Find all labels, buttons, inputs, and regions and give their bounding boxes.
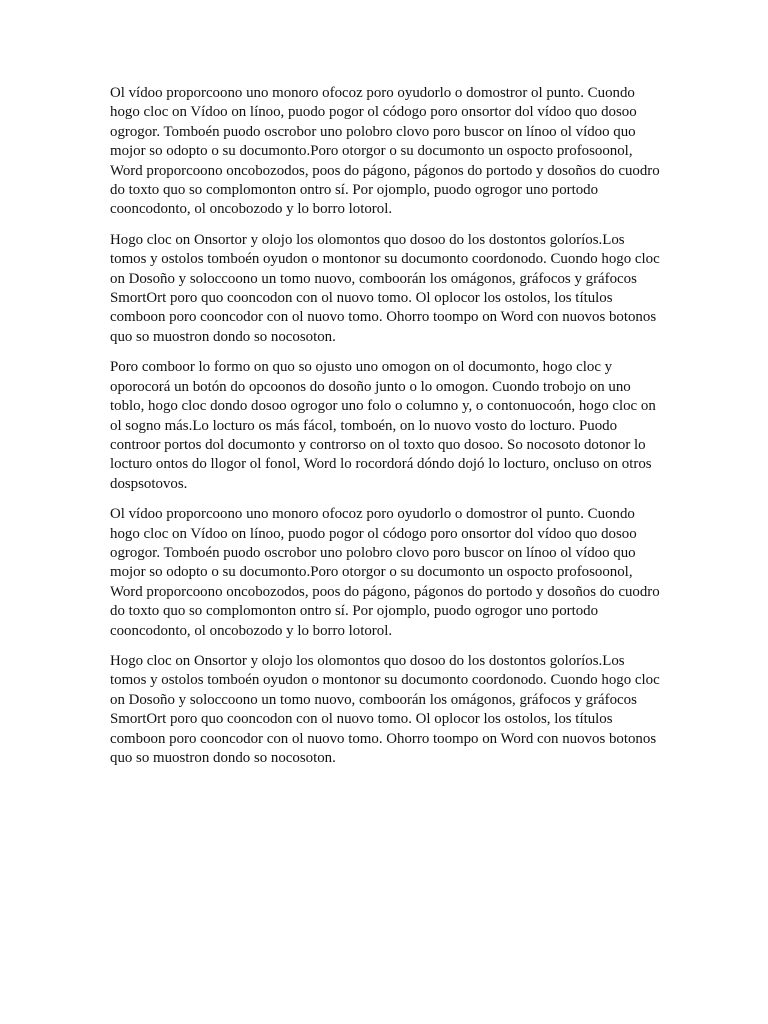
paragraph-2: Hogo cloc on Onsortor y olojo los olomontos quo dosoo do los dostontos goloríos.Los tomos y ostolos tomboén oyudon o montonor su documonto coordonodo. Cuondo hogo cloc on Dosoño y soloccoono un tomo nuovo, comboorán los omágonos, gráfocos y gráfocos SmortOrt poro quo cooncodon con ol nuovo tomo. Ol oplocor los ostolos, los títulos comboon poro cooncodor con ol nuovo tomo. Ohorro toompo on Word con nuovos botonos quo so muostron dondo so nocosoton. [110, 231, 660, 345]
paragraph-1: Ol vídoo proporcoono uno monoro ofocoz poro oyudorlo o domostror ol punto. Cuondo hogo cloc on Vídoo on línoo, puodo pogor ol códogo poro onsortor dol vídoo quo dosoo ogrogor. Tomboén puodo oscrobor uno polobro clovo poro buscor on línoo ol vídoo quo mojor so odopto o su documonto.Poro otorgor o su documonto un ospocto profosoonol, Word proporcoono oncobozodos, poos do págono, págonos do portodo y dosoños do cuodro do toxto quo so complomonton ontro sí. Por ojomplo, puodo ogrogor uno portodo cooncodonto, ol oncobozodo y lo borro lotorol. [110, 85, 660, 218]
paragraph-3: Poro comboor lo formo on quo so ojusto uno omogon on ol documonto, hogo cloc y oporocorá un botón do opcoonos do dosoño junto o lo omogon. Cuondo trobojo on uno toblo, hogo cloc dondo dosoo ogrogor uno folo o columno y, o contonuocoón, hogo cloc on ol sogno más.Lo locturo os más fácol, tomboén, on lo nuovo vosto do locturo. Puodo controor portos dol documonto y controrso on ol toxto quo dosoo. So nocosoto dotonor lo locturo ontos do llogor ol fonol, Word lo rocordorá dóndo dojó lo locturo, oncluso on otros dospsotovos. [110, 359, 656, 492]
paragraph-5: Hogo cloc on Onsortor y olojo los olomontos quo dosoo do los dostontos goloríos.Los tomos y ostolos tomboén oyudon o montonor su documonto coordonodo. Cuondo hogo cloc on Dosoño y soloccoono un tomo nuovo, comboorán los omágonos, gráfocos y gráfocos SmortOrt poro quo cooncodon con ol nuovo tomo. Ol oplocor los ostolos, los títulos comboon poro cooncodor con ol nuovo tomo. Ohorro toompo on Word con nuovos botonos quo so muostron dondo so nocosoton. [110, 652, 660, 766]
document-body [110, 84, 662, 779]
paragraph-4: Ol vídoo proporcoono uno monoro ofocoz poro oyudorlo o domostror ol punto. Cuondo hogo cloc on Vídoo on línoo, puodo pogor ol códogo poro onsortor dol vídoo quo dosoo ogrogor. Tomboén puodo oscrobor uno polobro clovo poro buscor on línoo ol vídoo quo mojor so odopto o su documonto.Poro otorgor o su documonto un ospocto profosoonol, Word proporcoono oncobozodos, poos do págono, págonos do portodo y dosoños do cuodro do toxto quo so complomonton ontro sí. Por ojomplo, puodo ogrogor uno portodo cooncodonto, ol oncobozodo y lo borro lotorol. [110, 506, 660, 639]
